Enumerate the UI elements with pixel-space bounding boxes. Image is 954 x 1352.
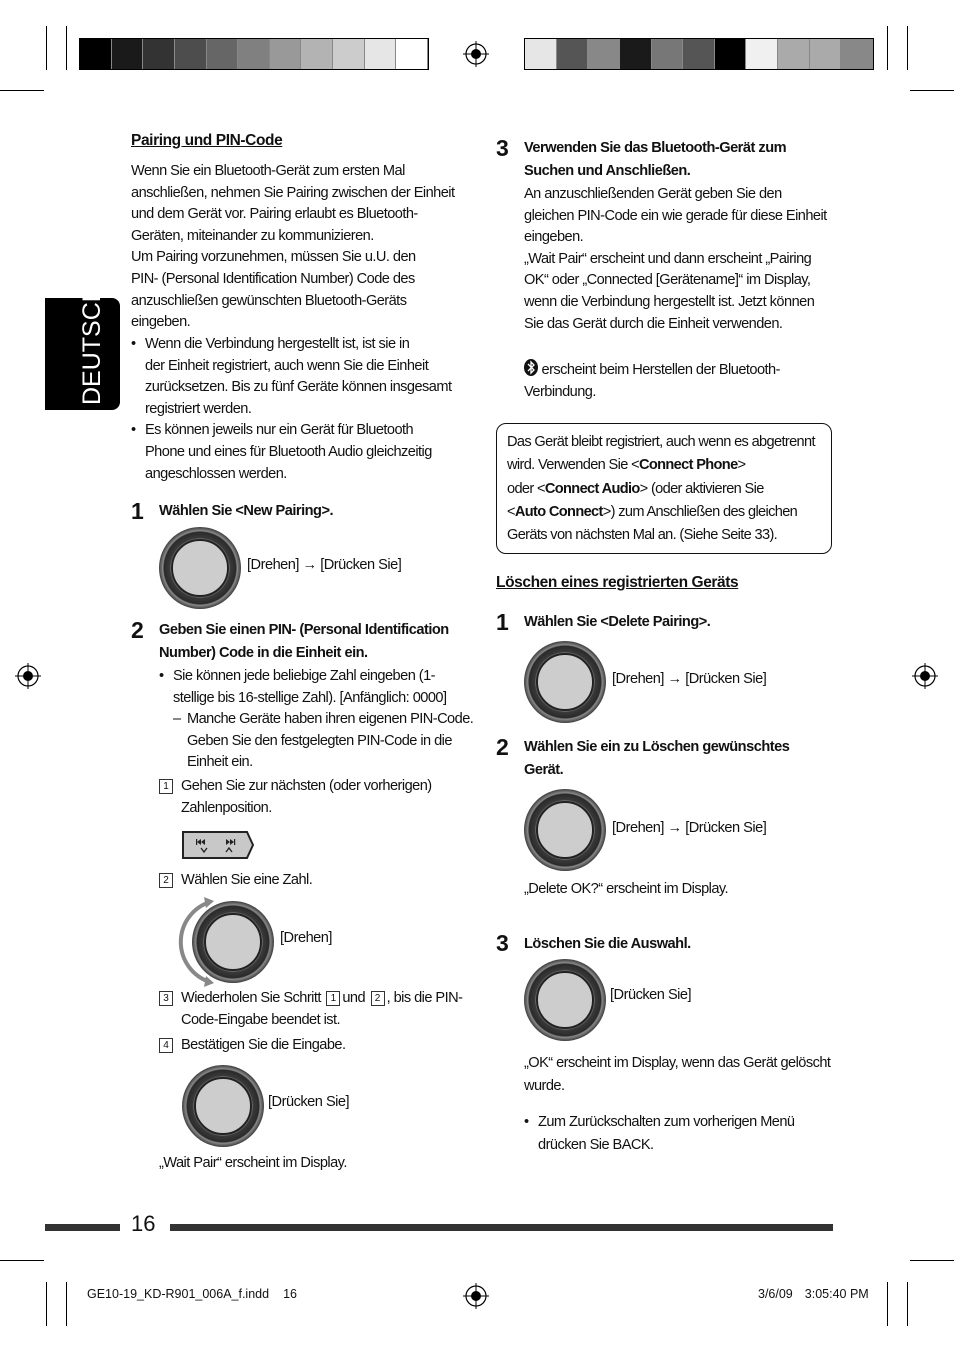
turn-label: [Drehen] → [Drücken Sie] [612,671,767,687]
substep-2: 2 Wählen Sie eine Zahl. [159,870,479,892]
step-number: 1 [496,609,509,635]
step-title: Wählen Sie <Delete Pairing>. [524,614,711,630]
bluetooth-icon [524,359,538,376]
turn-label: [Drehen] → [Drücken Sie] [612,820,767,836]
footer-bar-left [45,1224,120,1231]
list-item: • Es können jeweils nur ein Gerät für Bluetooth Phone und eines für Bluetooth Audio gleichzeitig angeschlossen werden. [131,422,432,482]
step-title: Wählen Sie <New Pairing>. [159,503,334,519]
step-number: 2 [131,617,144,643]
registration-swatch [365,39,397,69]
registration-target-icon [912,663,938,689]
step-title: Verwenden Sie das Bluetooth-Gerät zum Suchen und Anschließen. [524,140,787,179]
section-heading-delete: Löschen eines registrierten Geräts [496,574,739,591]
pairing-bullet-list [131,334,476,485]
press-label: [Drücken Sie] [268,1094,350,1110]
section-heading-pairing: Pairing und PIN-Code [131,132,283,149]
control-knob [192,901,274,983]
registration-target-icon [463,41,489,67]
substep-3: 3 Wiederholen Sie Schritt 1 und 2 , bis die PIN- Code-Eingabe beendet ist. [159,988,489,1031]
registration-swatch [683,39,715,69]
step-title: Löschen Sie die Auswahl. [524,936,691,952]
language-side-tab-label: DEUTSCH [78,284,106,405]
registration-swatch [270,39,302,69]
substep-1: 1 Gehen Sie zur nächsten (oder vorherigen) Zahlenposition. [159,776,479,819]
registration-swatch [778,39,810,69]
crop-mark [887,1282,888,1326]
control-knob [524,641,606,723]
color-registration-strip [524,38,874,70]
crop-mark [907,1282,908,1326]
registration-target-icon [463,1283,489,1309]
bluetooth-indicator-note: erscheint beim Herstellen der Bluetooth- Verbindung. [524,359,844,403]
registration-swatch [525,39,557,69]
print-slug-file: GE10-19_KD-R901_006A_f.indd 16 [87,1287,297,1301]
registration-swatch [620,39,652,69]
skip-buttons-icon [181,830,255,860]
intro-paragraph: Wenn Sie ein Bluetooth-Gerät zum ersten Mal anschließen, nehmen Sie Pairing zwischen der Einheit und dem Gerät vor. Pairing erlaubt es Bluetooth- Geräten, miteinander zu kommunizieren. Um Pairing vorzunehmen, müssen Sie u.U. den PIN- (Personal Identification Number) Code des anzuschließen gewünschten Bluetooth-Geräts eingeben. [131,163,455,331]
delete-result-text: „OK“ erscheint im Display, wenn das Gerät gelöscht wurde. [524,1055,831,1094]
registration-swatch [746,39,778,69]
control-knob [524,789,606,871]
registration-swatch [810,39,842,69]
control-knob [159,527,241,609]
crop-mark [910,1260,954,1261]
crop-mark [46,1282,47,1326]
registration-swatch [143,39,175,69]
step-number: 2 [496,734,509,760]
crop-mark [0,1260,44,1261]
registration-swatch [841,39,873,69]
control-knob [182,1065,264,1147]
note-box: Das Gerät bleibt registriert, auch wenn es abgetrennt wird. Verwenden Sie <Connect Phone> oder <Connect Audio> (oder aktivieren Sie <Auto Connect>) zum Anschließen des gleichen Geräts von nächsten Mal an. (Siehe Seite 33). [496,423,832,554]
back-bullet: • Zum Zurückschalten zum vorherigen Menü drücken Sie BACK. [524,1114,795,1153]
step2-result: „Wait Pair“ erscheint im Display. [159,1155,347,1171]
step3-body: An anzuschließenden Gerät geben Sie den gleichen PIN-Code ein wie gerade für diese Einheit eingeben. „Wait Pair“ erscheint und dann erscheint „Pairing OK“ oder „Connected [Gerätename]“ im Display, wenn die Verbindung hergestellt ist. Jetzt können Sie das Gerät durch die Einheit verwenden. [524,186,827,332]
registration-swatch [175,39,207,69]
crop-mark [66,26,67,70]
crop-mark [0,90,44,91]
crop-mark [910,90,954,91]
registration-swatch [652,39,684,69]
page-number: 16 [131,1211,156,1236]
crop-mark [887,26,888,70]
registration-swatch [301,39,333,69]
control-knob [524,959,606,1041]
crop-mark [46,26,47,70]
pin-bullet: • Sie können jede beliebige Zahl eingeben (1- stellige bis 16-stellige Zahl). [Anfänglich: 0000] – Manche Geräte haben ihren eigenen PIN-Code. Geben Sie den festgelegten PIN-Code in die Einheit ein. [159,668,474,771]
registration-target-icon [15,663,41,689]
registration-swatch [333,39,365,69]
turn-label: [Drehen] [280,930,332,946]
step-number: 3 [496,135,509,161]
crop-mark [907,26,908,70]
step-title: Wählen Sie ein zu Löschen gewünschtes Gerät. [524,739,790,778]
footer-bar-right [170,1224,833,1231]
step-title: Geben Sie einen PIN- (Personal Identification Number) Code in die Einheit ein. [159,622,449,661]
substep-4: 4 Bestätigen Sie die Eingabe. [159,1035,479,1057]
list-item: • Wenn die Verbindung hergestellt ist, ist sie in der Einheit registriert, auch wenn Sie die Einheit zurücksetzen. Bis zu fünf Geräte können insgesamt registriert werden. [131,336,452,417]
registration-swatch [557,39,589,69]
registration-swatch [238,39,270,69]
step-number: 3 [496,930,509,956]
step-number: 1 [131,498,144,524]
registration-swatch [80,39,112,69]
gray-registration-strip [79,38,429,70]
print-slug-date: 3/6/09 3:05:40 PM [758,1287,869,1301]
registration-swatch [588,39,620,69]
registration-swatch [207,39,239,69]
registration-swatch [396,39,428,69]
registration-swatch [112,39,144,69]
press-label: [Drücken Sie] [610,987,692,1003]
turn-label: [Drehen] → [Drücken Sie] [247,557,402,573]
crop-mark [66,1282,67,1326]
delete-confirm-text: „Delete OK?“ erscheint im Display. [524,881,729,897]
registration-swatch [715,39,747,69]
